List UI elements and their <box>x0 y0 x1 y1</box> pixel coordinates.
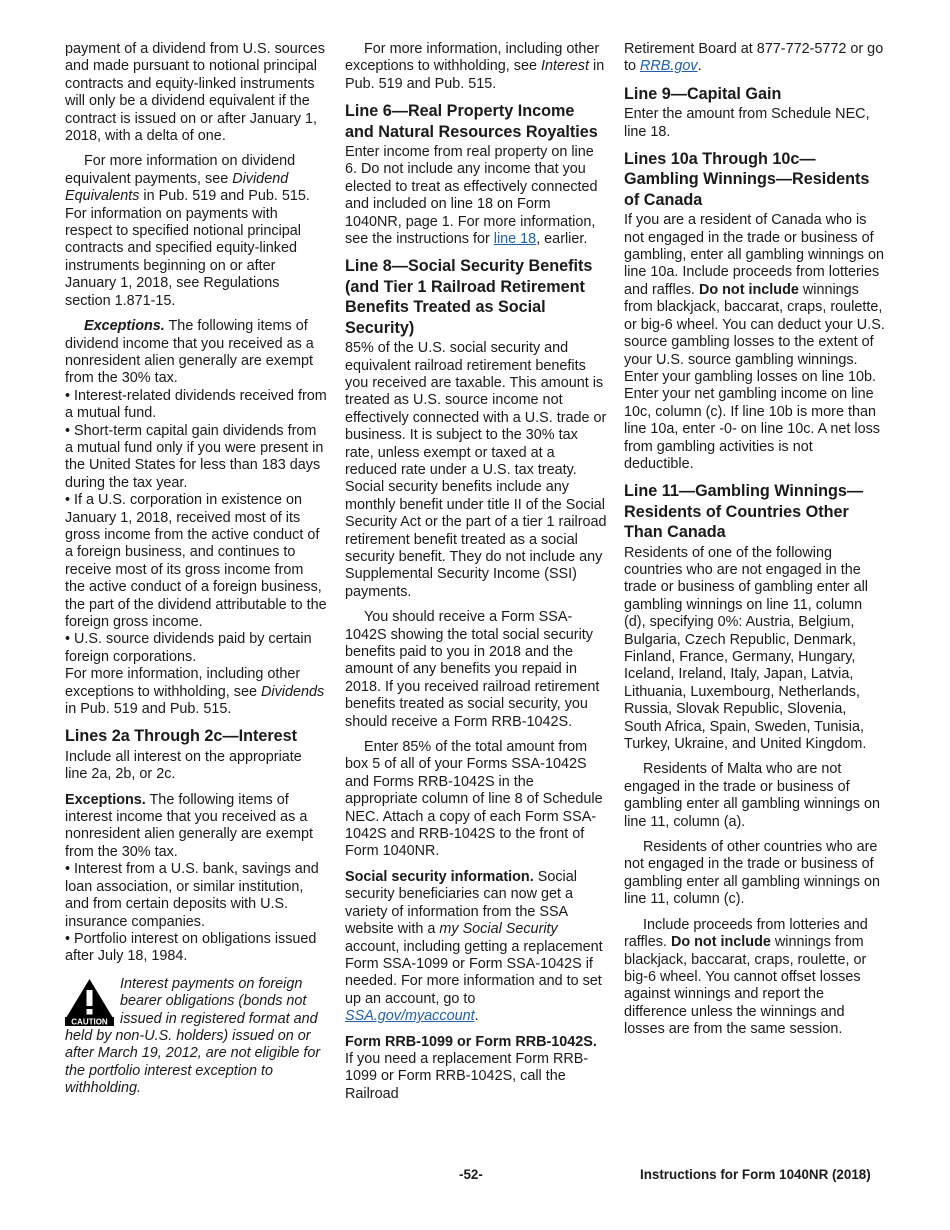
text: Enter income from real property on line 6. Do not include any income that you elected to treat as effectively connected and included on line 18 on Form 1040NR, page 1. For more information, see the instructions for <box>345 144 598 248</box>
bullet-item: • Interest-related dividends received from a mutual fund. <box>65 387 327 422</box>
form-title-footer: Instructions for Form 1040NR (2018) <box>640 1167 871 1182</box>
rrb-paragraph <box>345 1034 607 1104</box>
link-line-18[interactable]: line 18 <box>493 231 537 248</box>
paragraph: Residents of Malta who are not engaged in the trade or business of gambling enter all gambling winnings on line 11, column (a). <box>624 761 880 830</box>
ssi-label: Social security information. <box>345 868 534 885</box>
heading-line-10: Lines 10a Through 10c—Gambling Winnings—Residents of Canada <box>624 150 870 209</box>
link-ssa-myaccount[interactable] <box>345 1008 475 1024</box>
text: Social security beneficiaries can now get a variety of information from the SSA website with a <box>345 868 577 938</box>
exceptions-paragraph <box>65 792 327 862</box>
column-left <box>65 41 327 1098</box>
text: winnings from blackjack, baccarat, craps, roulette, or big-6 wheel. You cannot offset losses against winnings and report the difference unless the winnings and losses are from the same session. <box>624 934 867 1038</box>
link-text: RRB.gov <box>640 58 698 75</box>
column-middle <box>345 41 607 1111</box>
bold-text: Do not include <box>698 281 799 298</box>
paragraph: Residents of one of the following countries who are not engaged in the trade or business of gambling enter all gambling winnings on line 11, column (d), specifying 0%: Austria, Belgium, Bulgaria, Czech Republic, Denmark, Finland, France, Germany, Hungary, Iceland, Ireland, Italy, Japan, Latvia, Lithuania, Luxembourg, Netherlands, Russia, Slovak Republic, Slovenia, South Africa, Spain, Sweden, Tunisia, Turkey, Ukraine, and United Kingdom. <box>624 544 868 753</box>
text: If you need a replacement Form RRB-1099 or Form RRB-1042S, call the Railroad <box>345 1050 589 1102</box>
paragraph: Include all interest on the appropriate line 2a, 2b, or 2c. <box>65 748 302 783</box>
text: in Pub. 519 and Pub. 515. For information on payments with respect to specified notional principal contracts and specified equity-linked instruments beginning on or after January 1, 2018, see Regulations section 1.871-15. <box>65 188 310 309</box>
caution-icon <box>65 978 114 1026</box>
paragraph: Residents of other countries who are not engaged in the trade or business of gambling enter all gambling winnings on line 11, column (c). <box>624 839 880 908</box>
paragraph: 85% of the U.S. social security and equivalent railroad retirement benefits you received are taxable. This amount is treated as U.S. source income not effectively connected with a U.S. trade or business. It is subject to the 30% tax rate, unless exempt or taxed at a reduced rate under a U.S. tax treaty. Social security benefits include any monthly benefit under title II of the Social Security Act or the part of a tier 1 railroad retirement benefit treated as a social security benefit. They do not include any Supplemental Security Income (SSI) payments. <box>345 340 607 600</box>
text: account, including getting a replacement Form SSA-1099 or Form SSA-1042S if needed. For more information and to set up an account, go to <box>345 938 603 1007</box>
text: Include proceeds from lotteries and raffles. <box>624 916 868 951</box>
paragraph: payment of a dividend from U.S. sources and made pursuant to notional principal contracts and equity-linked instruments will only be a dividend equivalent if the contract is issued on or after January 1, 2018, with a delta of one. <box>65 41 325 145</box>
exceptions-paragraph <box>65 318 327 388</box>
text: Retirement Board at 877-772-5772 or go to <box>624 41 884 75</box>
link-rrb-gov[interactable] <box>640 58 698 74</box>
paragraph <box>624 917 886 1039</box>
text: winnings from blackjack, baccarat, craps, roulette, or big-6 wheel. You can deduct your U.S. source gambling losses to the extent of your U.S. source gambling winnings. Enter your gambling losses on line 10b. Enter your net gambling income on line 10c, column (c). If line 10b is more than line 10a, enter -0- on line 10c. A net loss from gambling activities is not deductible. <box>624 281 885 472</box>
paragraph <box>345 41 607 93</box>
ssi-paragraph <box>345 869 607 1026</box>
text: . <box>474 1008 479 1025</box>
italic-text: Dividend Equivalents <box>65 170 289 205</box>
text: For more information on dividend equivalent payments, see <box>65 153 296 187</box>
bullet-item: • Short-term capital gain dividends from a mutual fund only if you were present in the United States for less than 183 days during the tax year. <box>65 422 324 491</box>
paragraph: Enter 85% of the total amount from box 5 of all of your Forms SSA-1042S and Forms RRB-1042S in the appropriate column of line 8 of Schedule NEC. Attach a copy of each Form SSA-1042S and RRB-1042S to the front of Form 1040NR. <box>345 739 603 860</box>
text: For more information, including other exceptions to withholding, see <box>65 666 301 700</box>
heading-line-6: Line 6—Real Property Income and Natural Resources Royalties <box>345 102 598 141</box>
bullet-item: • Portfolio interest on obligations issued after July 18, 1984. <box>65 930 317 965</box>
text: The following items of interest income that you received as a nonresident alien generally are exempt from the 30% tax. <box>65 791 313 860</box>
exceptions-label: Exceptions. <box>65 791 146 808</box>
caution-word: CAUTION <box>71 1017 108 1026</box>
paragraph <box>345 144 607 248</box>
column-right <box>624 41 886 1047</box>
paragraph: You should receive a Form SSA-1042S showing the total social security benefits paid to you in 2018 and the amount of any benefits you repaid in 2018. If you received railroad retirement benefits treated as social security, you should receive a Form RRB-1042S. <box>345 609 600 730</box>
bullet-item: • U.S. source dividends paid by certain foreign corporations. <box>65 631 312 665</box>
text: , earlier. <box>536 231 588 248</box>
caution-text: Interest payments on foreign bearer obligations (bonds not issued in registered format and held by non-U.S. holders) issued on or after March 19, 2012, are not eligible for the portfolio interest exception to withholding. <box>65 975 321 1097</box>
italic-text: my Social Security <box>439 921 558 938</box>
caution-note <box>65 976 327 1098</box>
paragraph <box>624 212 886 473</box>
text: If you are a resident of Canada who is not engaged in the trade or business of gambling, enter all gambling winnings on line 10a. Include proceeds from lotteries and raffles. <box>624 212 884 298</box>
exceptions-label: Exceptions. <box>84 318 165 335</box>
text: in Pub. 519 and Pub. 515. <box>345 58 605 92</box>
heading-line-9: Line 9—Capital Gain <box>624 84 782 103</box>
rrb-label: Form RRB-1099 or Form RRB-1042S. <box>345 1033 597 1050</box>
bullet-item: • If a U.S. corporation in existence on January 1, 2018, received most of its gross income from the active conduct of a foreign business, and continues to receive most of its gross income from the active conduct of a foreign business, the part of the dividend attributable to the foreign gross income. <box>65 492 327 630</box>
link-text: SSA.gov/myaccount <box>345 1008 475 1025</box>
page-number: -52- <box>459 1167 483 1182</box>
heading-line-8: Line 8—Social Security Benefits (and Tier 1 Railroad Retirement Benefits Treated as Social Security) <box>345 257 593 337</box>
paragraph <box>65 666 327 718</box>
paragraph <box>624 41 886 76</box>
text: The following items of dividend income that you received as a nonresident alien generally are exempt from the 30% tax. <box>65 318 314 387</box>
italic-text: Interest <box>541 58 589 75</box>
text: For more information, including other exceptions to withholding, see <box>345 41 600 75</box>
heading-interest: Lines 2a Through 2c—Interest <box>65 727 298 746</box>
bold-text: Do not include <box>670 934 771 951</box>
italic-text: Dividends <box>261 683 325 700</box>
paragraph <box>65 153 327 310</box>
text: . <box>697 58 702 75</box>
heading-line-11: Line 11—Gambling Winnings—Residents of Countries Other Than Canada <box>624 482 864 542</box>
bullet-item: • Interest from a U.S. bank, savings and loan association, or similar institution, and from certain deposits with U.S. insurance companies. <box>65 861 319 930</box>
text: in Pub. 519 and Pub. 515. <box>65 701 232 718</box>
paragraph: Enter the amount from Schedule NEC, line 18. <box>624 106 870 140</box>
